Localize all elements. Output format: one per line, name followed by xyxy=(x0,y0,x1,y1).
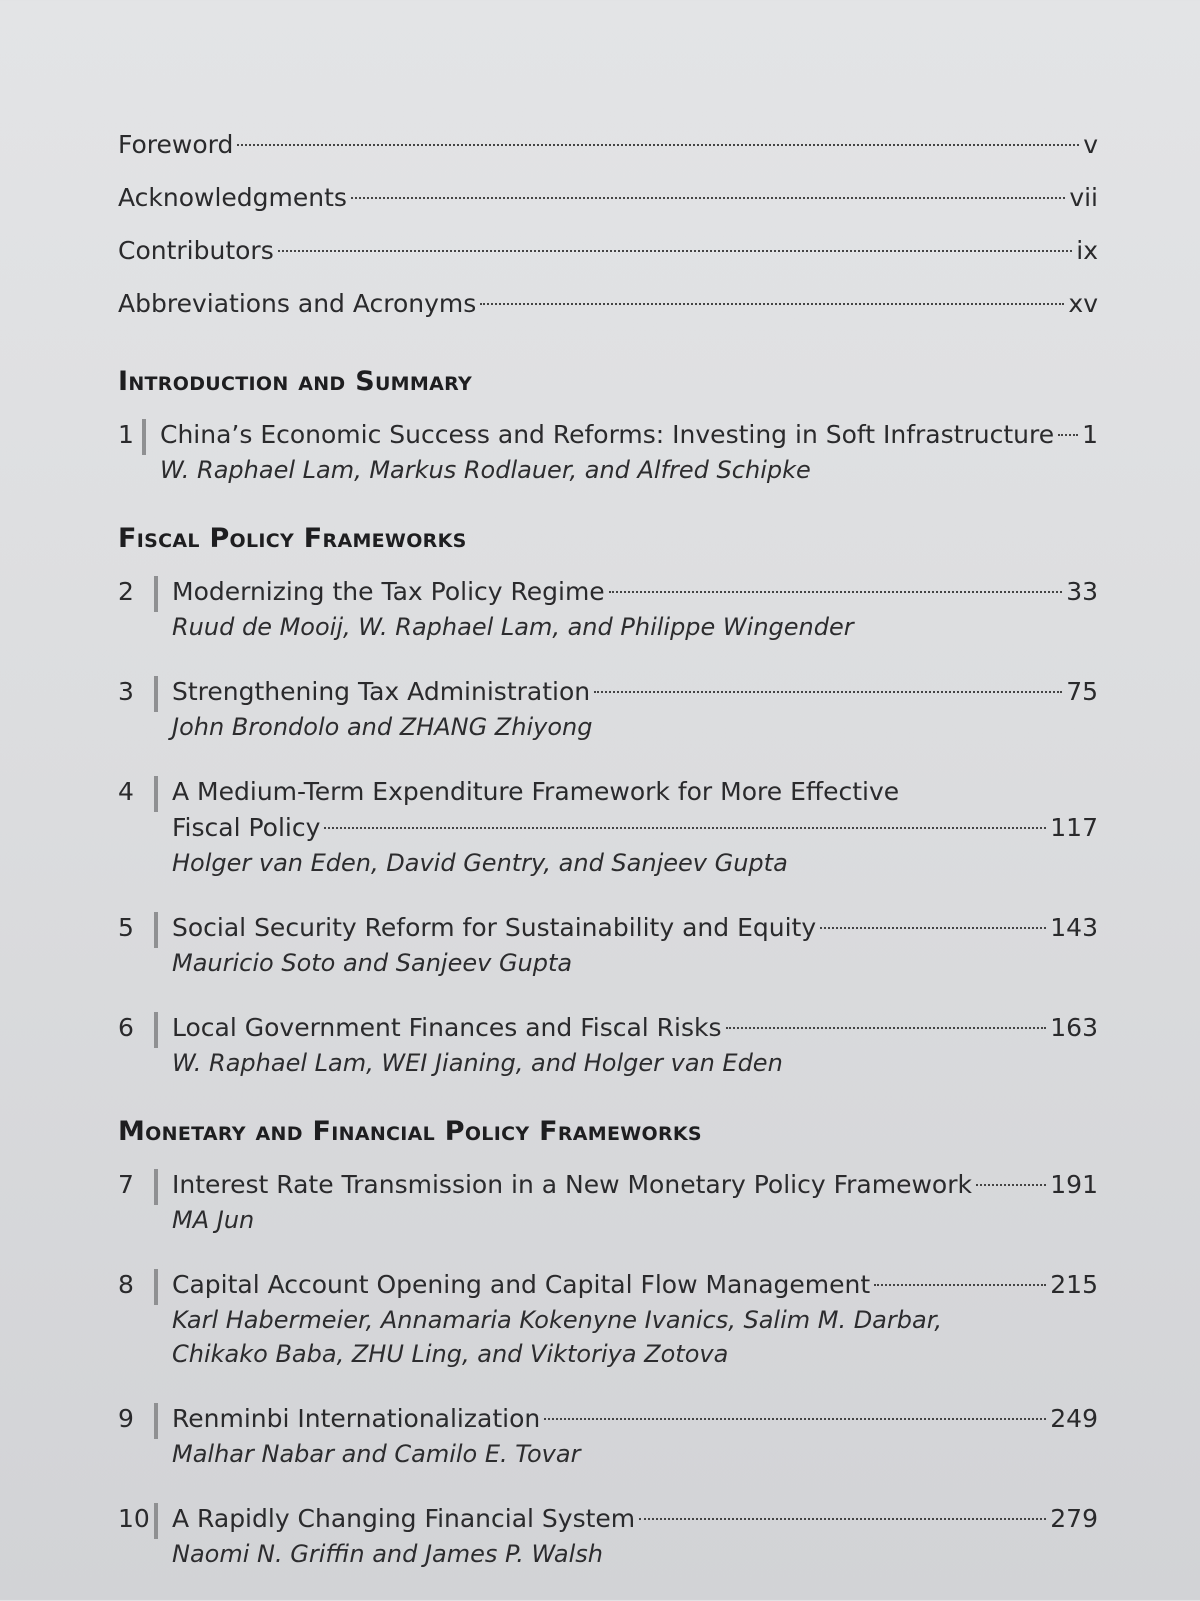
page-number: 163 xyxy=(1050,1013,1098,1042)
dot-leader xyxy=(639,1518,1046,1520)
page-number: 215 xyxy=(1050,1270,1098,1299)
chapter-marker-bar xyxy=(154,676,158,712)
dot-leader xyxy=(976,1184,1046,1186)
chapter-title: Renminbi Internationalization xyxy=(172,1404,541,1433)
chapter-entry-3[interactable] xyxy=(118,674,1098,744)
dot-leader xyxy=(480,303,1064,305)
dot-leader xyxy=(278,250,1073,252)
chapter-title-line1: A Medium-Term Expenditure Framework for More Effective xyxy=(172,777,900,806)
dot-leader xyxy=(609,591,1063,593)
chapter-marker-bar xyxy=(154,576,158,612)
page-number: ix xyxy=(1076,236,1098,265)
toc-entry-contributors[interactable] xyxy=(118,224,1098,277)
section-heading: Fiscal Policy Frameworks xyxy=(118,523,467,554)
chapter-marker-bar xyxy=(154,912,158,948)
entry-title: Acknowledgments xyxy=(118,183,347,212)
chapter-title: Interest Rate Transmission in a New Monetary Policy Framework xyxy=(172,1170,972,1199)
chapter-marker-bar xyxy=(154,1269,158,1305)
chapter-entry-6[interactable] xyxy=(118,1010,1098,1080)
chapter-authors: Naomi N. Griffin and James P. Walsh xyxy=(172,1540,603,1568)
chapter-title: Fiscal Policy xyxy=(172,813,321,842)
dot-leader xyxy=(237,144,1079,146)
dot-leader xyxy=(820,927,1046,929)
chapter-authors: Holger van Eden, David Gentry, and Sanjeev Gupta xyxy=(172,849,788,877)
chapter-title: A Rapidly Changing Financial System xyxy=(172,1504,636,1533)
entry-title: Contributors xyxy=(118,236,274,265)
chapter-number: 8 xyxy=(118,1270,134,1299)
chapter-number: 3 xyxy=(118,677,134,706)
dot-leader xyxy=(324,827,1046,829)
chapter-authors: Ruud de Mooij, W. Raphael Lam, and Philippe Wingender xyxy=(172,613,854,641)
chapter-authors: W. Raphael Lam, Markus Rodlauer, and Alfred Schipke xyxy=(160,456,811,484)
chapter-number: 5 xyxy=(118,913,134,942)
page-number: 279 xyxy=(1050,1504,1098,1533)
chapter-marker-bar xyxy=(142,419,146,455)
chapter-number: 1 xyxy=(118,420,134,449)
chapter-entry-1[interactable] xyxy=(118,417,1098,487)
chapter-entry-7[interactable] xyxy=(118,1167,1098,1237)
chapter-authors: MA Jun xyxy=(172,1206,255,1234)
chapter-authors-line2: Chikako Baba, ZHU Ling, and Viktoriya Zotova xyxy=(172,1340,729,1368)
table-of-contents xyxy=(118,118,1098,1601)
page-number: 191 xyxy=(1050,1170,1098,1199)
chapter-authors: Malhar Nabar and Camilo E. Tovar xyxy=(172,1440,581,1468)
dot-leader xyxy=(594,691,1062,693)
page-number: v xyxy=(1083,130,1098,159)
chapter-entry-10[interactable] xyxy=(118,1501,1098,1571)
page-number: 75 xyxy=(1066,677,1098,706)
chapter-entry-4[interactable] xyxy=(118,774,1098,880)
chapter-entry-8[interactable] xyxy=(118,1267,1098,1371)
chapter-title: Local Government Finances and Fiscal Risks xyxy=(172,1013,722,1042)
chapter-entry-5[interactable] xyxy=(118,910,1098,980)
entry-title: Foreword xyxy=(118,130,234,159)
chapter-number: 4 xyxy=(118,777,134,806)
dot-leader xyxy=(874,1284,1046,1286)
section-heading: Introduction and Summary xyxy=(118,366,473,397)
chapter-marker-bar xyxy=(154,776,158,812)
chapter-entry-2[interactable] xyxy=(118,574,1098,644)
chapter-number: 9 xyxy=(118,1404,134,1433)
page-number: xv xyxy=(1068,289,1098,318)
entry-title: Abbreviations and Acronyms xyxy=(118,289,477,318)
chapter-number: 2 xyxy=(118,577,134,606)
chapter-authors: John Brondolo and ZHANG Zhiyong xyxy=(172,713,593,741)
chapter-title: Strengthening Tax Administration xyxy=(172,677,591,706)
chapter-number: 6 xyxy=(118,1013,134,1042)
page-number: 249 xyxy=(1050,1404,1098,1433)
chapter-number: 7 xyxy=(118,1170,134,1199)
toc-entry-acknowledgments[interactable] xyxy=(118,171,1098,224)
chapter-title: China’s Economic Success and Reforms: Investing in Soft Infrastructure xyxy=(160,420,1055,449)
dot-leader xyxy=(726,1027,1047,1029)
dot-leader xyxy=(351,197,1065,199)
chapter-authors: W. Raphael Lam, WEI Jianing, and Holger van Eden xyxy=(172,1049,783,1077)
page-number: vii xyxy=(1069,183,1098,212)
chapter-marker-bar xyxy=(154,1169,158,1205)
dot-leader xyxy=(544,1418,1046,1420)
page-number: 1 xyxy=(1082,420,1098,449)
chapter-title: Social Security Reform for Sustainability and Equity xyxy=(172,913,817,942)
dot-leader xyxy=(1058,434,1078,436)
chapter-entry-9[interactable] xyxy=(118,1401,1098,1471)
chapter-authors: Mauricio Soto and Sanjeev Gupta xyxy=(172,949,573,977)
section-heading: Monetary and Financial Policy Frameworks xyxy=(118,1116,702,1147)
toc-entry-foreword[interactable] xyxy=(118,118,1098,171)
page-number: 117 xyxy=(1050,813,1098,842)
chapter-marker-bar xyxy=(154,1503,158,1539)
chapter-authors: Karl Habermeier, Annamaria Kokenyne Ivanics, Salim M. Darbar, xyxy=(172,1306,942,1334)
chapter-number: 10 xyxy=(118,1504,150,1533)
chapter-title: Modernizing the Tax Policy Regime xyxy=(172,577,605,606)
toc-entry-abbreviations[interactable] xyxy=(118,277,1098,330)
chapter-marker-bar xyxy=(154,1403,158,1439)
page-number: 143 xyxy=(1050,913,1098,942)
chapter-title: Capital Account Opening and Capital Flow Management xyxy=(172,1270,871,1299)
page-number: 33 xyxy=(1066,577,1098,606)
chapter-marker-bar xyxy=(154,1012,158,1048)
